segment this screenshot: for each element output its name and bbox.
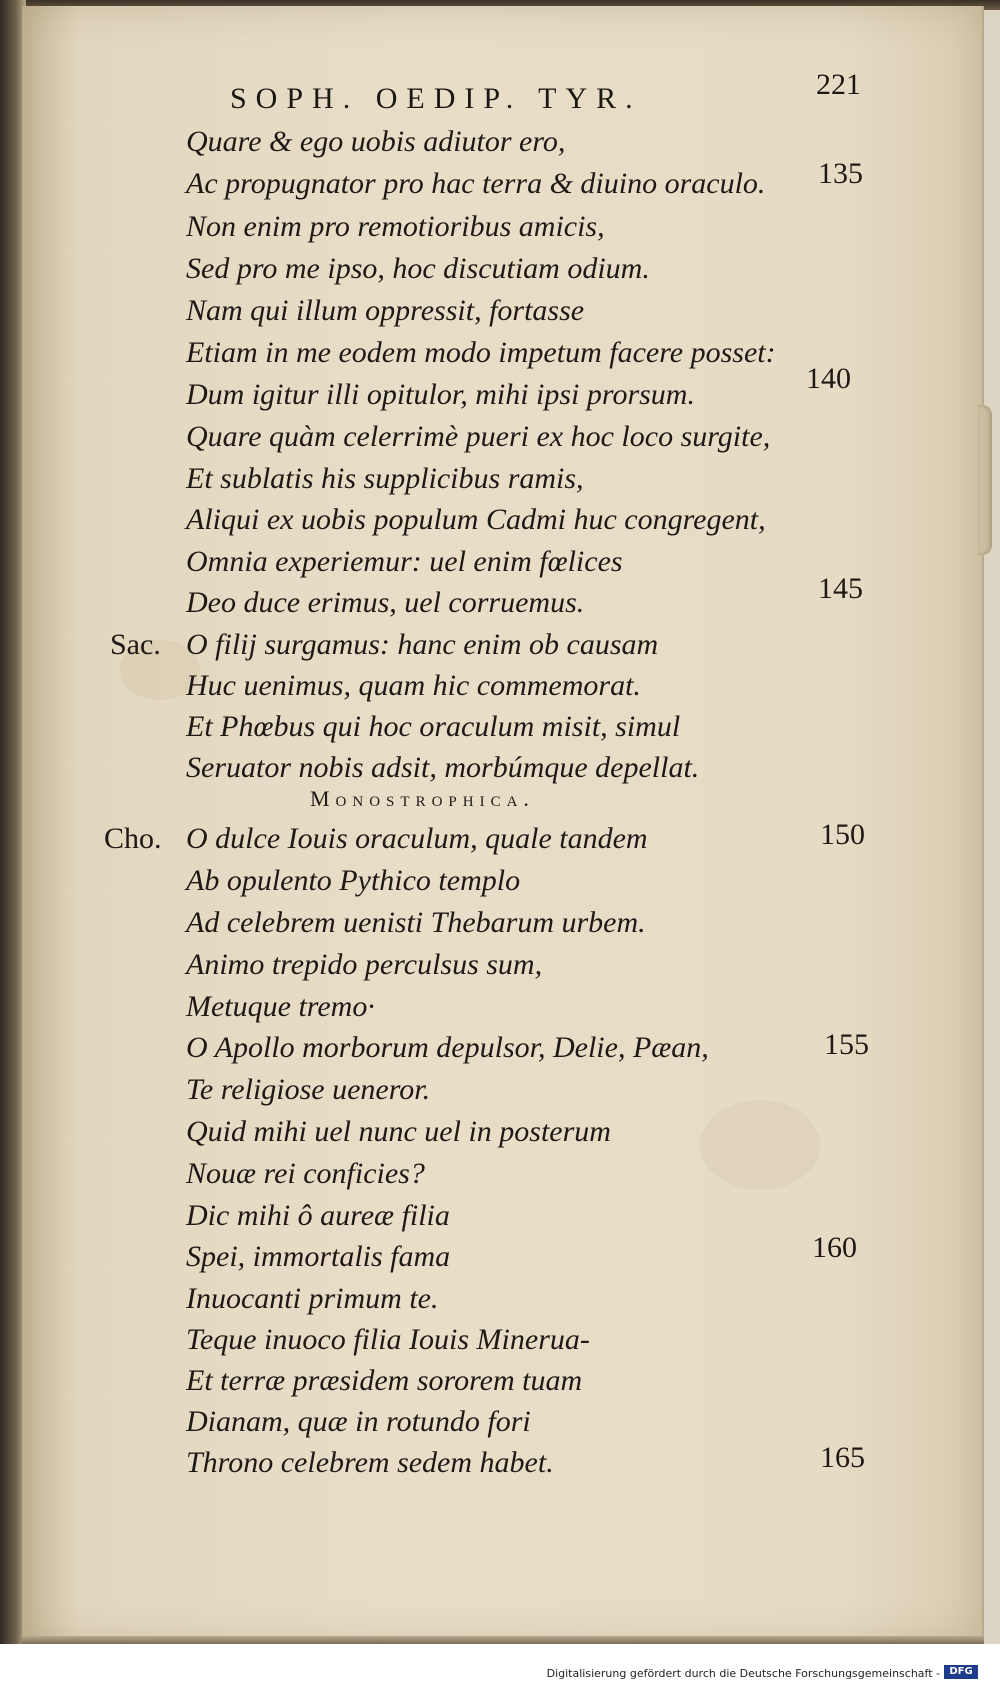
verse-line: Inuocanti primum te. xyxy=(186,1282,439,1315)
line-number: 150 xyxy=(820,818,865,851)
verse-line: Seruator nobis adsit, morbúmque depellat. xyxy=(186,751,700,784)
verse-line: Quid mihi uel nunc uel in posterum xyxy=(186,1115,611,1148)
verse-line: Ac propugnator pro hac terra & diuino oraculo. xyxy=(186,167,766,200)
verse-line: Throno celebrem sedem habet. xyxy=(186,1446,554,1479)
verse-line: O filij surgamus: hanc enim ob causam xyxy=(186,628,659,661)
line-number: 145 xyxy=(818,572,863,605)
verse-line: Te religiose ueneror. xyxy=(186,1073,431,1106)
line-number: 135 xyxy=(818,157,863,190)
verse-line: Etiam in me eodem modo impetum facere posset: xyxy=(186,336,776,369)
line-number: 165 xyxy=(820,1441,865,1474)
verse-line: Dic mihi ô aureæ filia xyxy=(186,1199,450,1232)
verse-line: Nouæ rei conficies? xyxy=(186,1157,425,1190)
line-number: 140 xyxy=(806,362,851,395)
verse-line: Non enim pro remotioribus amicis, xyxy=(186,210,605,243)
verse-line: Teque inuoco filia Iouis Minerua- xyxy=(186,1323,590,1356)
page-tab-edge xyxy=(978,405,992,555)
verse-line: Huc uenimus, quam hic commemorat. xyxy=(186,669,641,702)
verse-line: O Apollo morborum depulsor, Delie, Pæan, xyxy=(186,1031,709,1064)
verse-line: Omnia experiemur: uel enim fœlices xyxy=(186,545,623,578)
running-title: SOPH. OEDIP. TYR. xyxy=(230,82,642,115)
verse-line: Et Phœbus qui hoc oraculum misit, simul xyxy=(186,710,681,743)
verse-line: Animo trepido perculsus sum, xyxy=(186,948,543,981)
verse-line: Ad celebrem uenisti Thebarum urbem. xyxy=(186,906,646,939)
verse-line: Et terræ præsidem sororem tuam xyxy=(186,1364,583,1397)
verse-line: Quare & ego uobis adiutor ero, xyxy=(186,125,566,158)
dfg-logo: DFG xyxy=(944,1665,978,1679)
verse-line: Deo duce erimus, uel corruemus. xyxy=(186,586,585,619)
verse-line: O dulce Iouis oraculum, quale tandem xyxy=(186,822,648,855)
verse-line: Nam qui illum oppressit, fortasse xyxy=(186,294,585,327)
verse-line: Quare quàm celerrimè pueri ex hoc loco surgite, xyxy=(186,420,771,453)
line-number: 160 xyxy=(812,1231,857,1264)
verse-line: Ab opulento Pythico templo xyxy=(186,864,521,897)
paper-stain xyxy=(700,1100,820,1190)
verse-line: Metuque tremo· xyxy=(186,990,375,1023)
speaker-label: Sac. xyxy=(110,628,161,661)
speaker-label: Cho. xyxy=(104,822,162,855)
section-title: Monostrophica. xyxy=(310,786,535,811)
verse-line: Dum igitur illi opitulor, mihi ipsi prorsum. xyxy=(186,378,695,411)
digitization-credit: Digitalisierung gefördert durch die Deutsche Forschungsgemeinschaft - xyxy=(546,1667,940,1680)
page-number: 221 xyxy=(816,68,861,101)
line-number: 155 xyxy=(824,1028,869,1061)
verse-line: Aliqui ex uobis populum Cadmi huc congregent, xyxy=(186,503,766,536)
verse-line: Dianam, quæ in rotundo fori xyxy=(186,1405,531,1438)
verse-line: Et sublatis his supplicibus ramis, xyxy=(186,462,584,495)
verse-line: Spei, immortalis fama xyxy=(186,1240,451,1273)
verse-line: Sed pro me ipso, hoc discutiam odium. xyxy=(186,252,650,285)
